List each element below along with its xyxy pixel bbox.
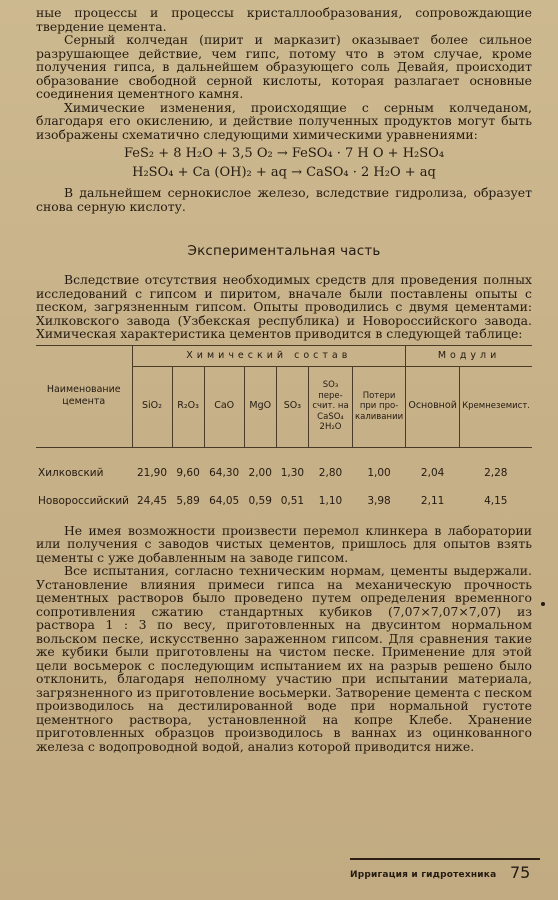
cell: 2,00	[248, 466, 272, 479]
paragraph-chemical-changes: Химические изменения, происходящие с серным колчеданом, благодаря его окислению, и действие полученных продуктов могут быть изображены схематично следующими химическими уравнениями:	[36, 99, 532, 142]
paragraph-hydrolysis: В дальнейшем сернокислое железо, вследствие гидролиза, образует снова серную кислоту.	[36, 185, 532, 214]
page-number: 75	[510, 863, 531, 882]
cell: 4,15	[484, 494, 508, 507]
cell: 1,10	[318, 494, 343, 507]
cell: 2,04	[420, 466, 445, 479]
header-so3: SO₃	[276, 366, 308, 447]
ink-dot	[541, 602, 545, 606]
paragraph-clinker: Не имея возможности произвести перемол клинкера в лаборатории или получения с заводов чистых цементов, пришлось для опытов взять цементы с уже добавленным на заводе гипсом.	[36, 522, 532, 565]
equation-2: H₂SO₄ + Ca (OH)₂ + aq → CaSO₄ · 2 H₂O + aq	[132, 165, 436, 180]
header-silica-modulus: Кремнеземист.	[460, 366, 532, 447]
cell: 3,98	[367, 494, 391, 507]
row-name: Хилковский	[38, 466, 104, 479]
cell: 5,89	[176, 494, 200, 507]
cell: 21,90	[136, 466, 168, 479]
cell: 24,45	[136, 494, 168, 507]
cell: 64,30	[209, 466, 240, 479]
paragraph-intro-continuation: ные процессы и процессы кристаллообразования, сопровождающие твердение цемента.	[36, 5, 532, 34]
cell: 1,00	[367, 466, 391, 479]
cement-composition-table	[36, 345, 532, 512]
header-sio2: SiO₂	[132, 366, 172, 447]
cell: 64,05	[209, 494, 240, 507]
cell: 2,28	[484, 466, 508, 479]
header-cao: CaO	[204, 366, 244, 447]
header-basic-modulus: Основной	[406, 366, 460, 447]
cell: 2,11	[420, 494, 445, 507]
header-so3-recalc: SO₃ пере-счит. на CaSO₄ 2H₂O	[309, 366, 353, 447]
cell: 0,59	[248, 494, 272, 507]
paragraph-experimental: Вследствие отсутствия необходимых средств для проведения полных исследований с гипсом и пиритом, вначале были поставлены опыты с песком, загрязненным гипсом. Опыты проводились с двумя цементами: Хилковского завода (Узбекская республика) и Новороссийского завода. Химическая характеристика цементов приводится в следующей таблице:	[36, 272, 532, 341]
table-row	[36, 490, 532, 512]
paragraph-tests: Все испытания, согласно техническим нормам, цементы выдержали. Установление влияния примеси гипса на механическую прочность цементных растворов было проведено путем определения временного сопротивления сжатию стандартных кубиков (7,07×7,07×7,07) из раствора 1 : 3 по весу, приготовленных на двусинтом нормальном вольском песке, искусственно зараженном гипсом. Для сравнения такие же кубики были приготовлены на чистом песке. Применение для этой цели восьмерок с последующим испытанием их на разрыв решено было отклонить, благодаря неполному участию при испытании материала, загрязненного из приготовление восьмерки. Затворение цемента с песком производилось на дестилированной воде при нормальной густоте цементного раствора, установленной на копре Клебе. Хранение приготовленных образцов производилось в ваннах из оцинкованного железа с водопроводной водой, анализ которой приводится ниже.	[36, 563, 532, 754]
journal-name: Ирригация и гидротехника	[350, 870, 497, 880]
header-cement-name: Наименование цемента	[36, 345, 132, 447]
page-footer	[350, 858, 540, 882]
header-moduli: Модули	[406, 345, 532, 366]
row-name: Новороссийский	[38, 494, 129, 507]
header-loss-on-ignition: Потери при про-каливании	[353, 366, 406, 447]
table-row	[36, 462, 532, 484]
cell: 9,60	[176, 466, 200, 479]
section-title: Экспериментальная часть	[187, 243, 381, 259]
header-r2o3: R₂O₃	[172, 366, 204, 447]
equation-1: FeS₂ + 8 H₂O + 3,5 O₂ → FeSO₄ · 7 H O + H₂SO₄	[123, 146, 445, 161]
cell: 1,30	[280, 466, 305, 479]
cell: 2,80	[318, 466, 343, 479]
cell: 0,51	[280, 494, 305, 507]
header-chemical-composition: Химический состав	[132, 345, 406, 366]
header-mgo: MgO	[244, 366, 276, 447]
paragraph-pyrite: Серный колчедан (пирит и марказит) оказывает более сильное разрушающее действие, чем гипс, потому что в этом случае, кроме получения гипса, в дальнейшем образующего соль Девайя, происходит образование свободной серной кислоты, которая разлагает основные соединения цементного камня.	[36, 32, 532, 101]
